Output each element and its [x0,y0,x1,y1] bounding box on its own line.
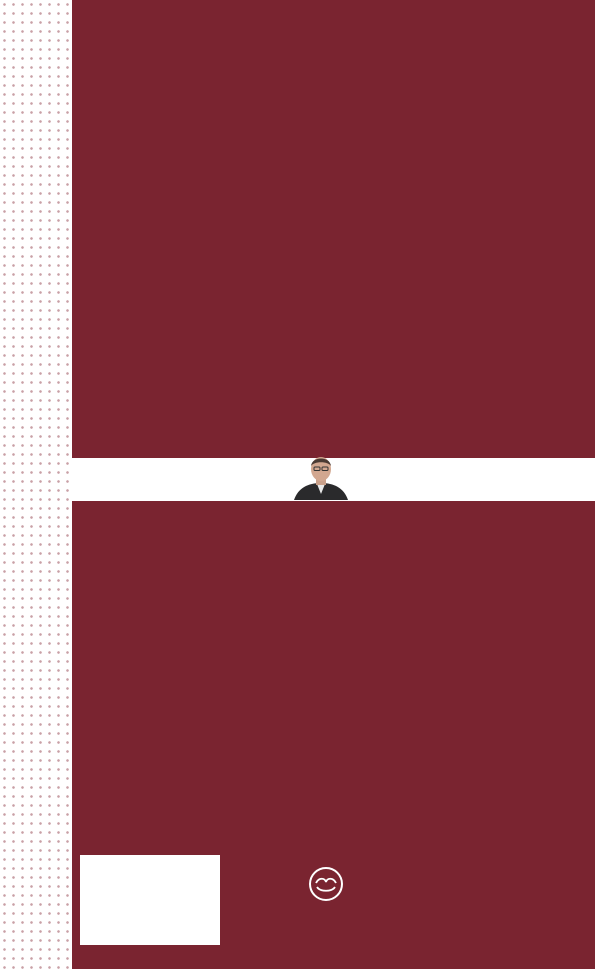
barcode [88,877,212,923]
brand-logo [308,866,356,902]
isbn-barcode-box [80,855,220,945]
author-photo [290,454,352,500]
cover-panel-top [72,0,595,458]
author-band [72,458,595,501]
heart-circle-icon [308,866,344,902]
